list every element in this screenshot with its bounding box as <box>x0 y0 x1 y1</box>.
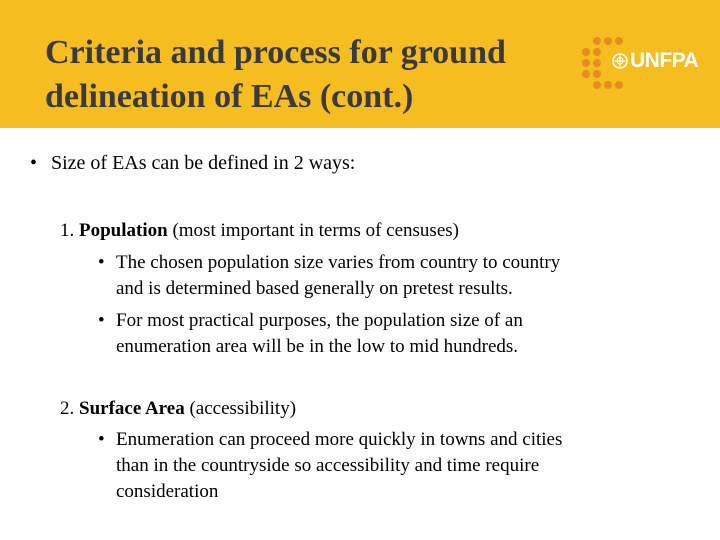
item-qualifier: (most important in terms of censuses) <box>167 220 459 241</box>
item-number: 2. <box>60 398 75 419</box>
bullet-glyph: • <box>30 152 38 174</box>
slide-title-line-1: Criteria and process for ground <box>45 34 506 71</box>
bullet-glyph: • <box>98 252 105 273</box>
sub-bullet-continuation: enumeration area will be in the low to mid hundreds. <box>116 336 519 357</box>
logo-wordmark: UNFPA <box>630 49 699 72</box>
sub-bullet-text: Enumeration can proceed more quickly in towns and cities <box>116 429 563 450</box>
bullet-glyph: • <box>98 429 105 450</box>
slide-title-line-2: delineation of EAs (cont.) <box>45 78 414 115</box>
sub-bullet <box>98 250 560 276</box>
sub-bullet <box>98 427 562 453</box>
item-number: 1. <box>60 220 75 241</box>
intro-bullet <box>30 152 355 175</box>
sub-bullet-text: For most practical purposes, the population size of an <box>116 310 523 331</box>
sub-bullet <box>98 308 523 334</box>
item-qualifier: (accessibility) <box>184 398 297 419</box>
item-term: Surface Area <box>79 398 185 419</box>
sub-bullet-continuation: than in the countryside so accessibility and time require <box>116 455 540 476</box>
list-item-population <box>60 218 459 244</box>
list-item-surface-area <box>60 396 296 422</box>
sub-bullet-continuation: and is determined based generally on pretest results. <box>116 278 513 299</box>
sub-bullet-continuation: consideration <box>116 481 219 502</box>
sub-bullet-text: The chosen population size varies from country to country <box>116 252 561 273</box>
item-term: Population <box>79 220 168 241</box>
bullet-glyph: • <box>98 310 105 331</box>
intro-text: Size of EAs can be defined in 2 ways: <box>51 152 356 174</box>
